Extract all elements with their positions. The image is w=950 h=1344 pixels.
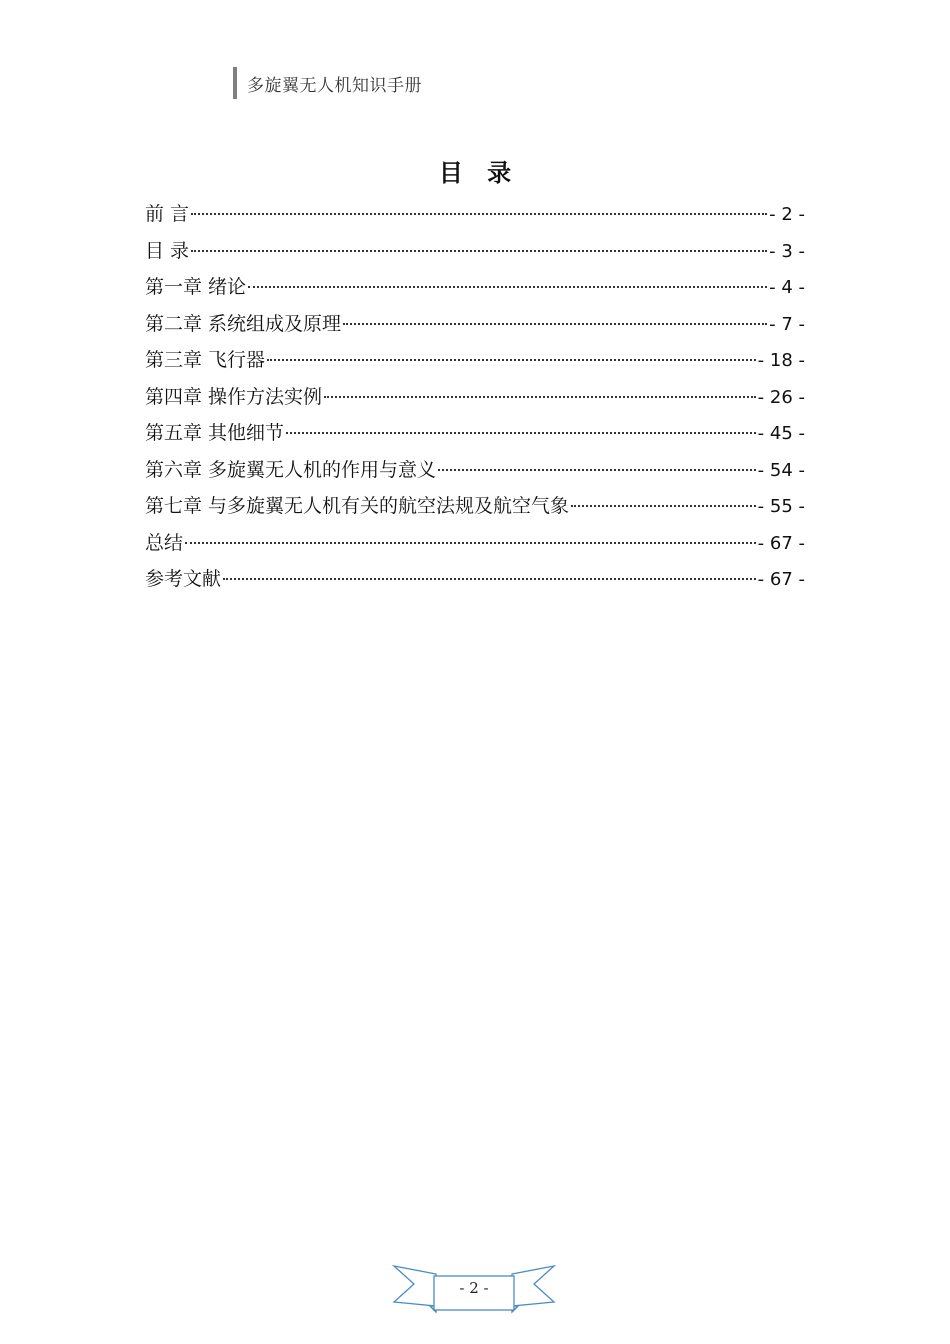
toc-entry-page: - 67 - bbox=[757, 569, 805, 590]
toc-entry-page: - 55 - bbox=[757, 496, 805, 517]
toc-entry-label: 第三章 飞行器 bbox=[145, 349, 266, 371]
toc-dot-leader bbox=[324, 396, 756, 398]
toc-entry-page: - 26 - bbox=[757, 386, 805, 408]
running-header bbox=[233, 67, 422, 99]
toc-entry-page: - 3 - bbox=[769, 240, 805, 262]
toc-entry-page: - 45 - bbox=[757, 423, 805, 444]
toc-entry-page: - 7 - bbox=[769, 313, 805, 335]
toc-entry-contents[interactable] bbox=[145, 233, 805, 270]
toc-entry-chapter-6[interactable] bbox=[145, 452, 805, 489]
toc-entry-chapter-1[interactable] bbox=[145, 269, 805, 306]
toc-dot-leader bbox=[343, 323, 767, 325]
toc-entry-page: - 67 - bbox=[757, 532, 805, 554]
toc-entry-label: 第七章 与多旋翼无人机有关的航空法规及航空气象 bbox=[145, 495, 570, 517]
toc-entry-label: 目 录 bbox=[145, 239, 190, 262]
toc-entry-page: - 54 - bbox=[757, 459, 805, 481]
toc-entry-references[interactable] bbox=[145, 561, 805, 598]
toc-entry-page: - 18 - bbox=[757, 350, 805, 371]
toc-entry-summary[interactable] bbox=[145, 525, 805, 562]
toc-entry-preface[interactable] bbox=[145, 196, 805, 233]
toc-dot-leader bbox=[571, 505, 756, 507]
running-header-title: 多旋翼无人机知识手册 bbox=[247, 75, 422, 96]
toc-entry-chapter-7[interactable] bbox=[145, 488, 805, 525]
toc-dot-leader bbox=[185, 542, 756, 544]
toc-entry-chapter-3[interactable] bbox=[145, 342, 805, 379]
toc-dot-leader bbox=[191, 250, 767, 252]
toc-entry-chapter-5[interactable] bbox=[145, 415, 805, 452]
page-number: - 2 - bbox=[459, 1279, 489, 1297]
toc-entry-chapter-4[interactable] bbox=[145, 379, 805, 416]
toc-dot-leader bbox=[191, 213, 767, 215]
table-of-contents bbox=[145, 196, 805, 598]
toc-dot-leader bbox=[248, 286, 767, 288]
toc-entry-label: 前 言 bbox=[145, 203, 190, 225]
toc-title: 目 录 bbox=[438, 158, 520, 187]
toc-entry-label: 第四章 操作方法实例 bbox=[145, 385, 323, 408]
toc-dot-leader bbox=[223, 578, 756, 580]
toc-entry-label: 参考文献 bbox=[145, 568, 222, 590]
toc-entry-chapter-2[interactable] bbox=[145, 306, 805, 343]
toc-entry-label: 第二章 系统组成及原理 bbox=[145, 312, 342, 335]
toc-entry-page: - 2 - bbox=[769, 204, 805, 225]
toc-dot-leader bbox=[286, 432, 756, 434]
toc-entry-label: 总结 bbox=[145, 531, 184, 554]
toc-entry-page: - 4 - bbox=[769, 277, 805, 298]
toc-entry-label: 第五章 其他细节 bbox=[145, 422, 285, 444]
toc-dot-leader bbox=[267, 359, 756, 361]
toc-entry-label: 第六章 多旋翼无人机的作用与意义 bbox=[145, 458, 437, 481]
toc-dot-leader bbox=[438, 469, 756, 471]
toc-entry-label: 第一章 绪论 bbox=[145, 276, 247, 298]
